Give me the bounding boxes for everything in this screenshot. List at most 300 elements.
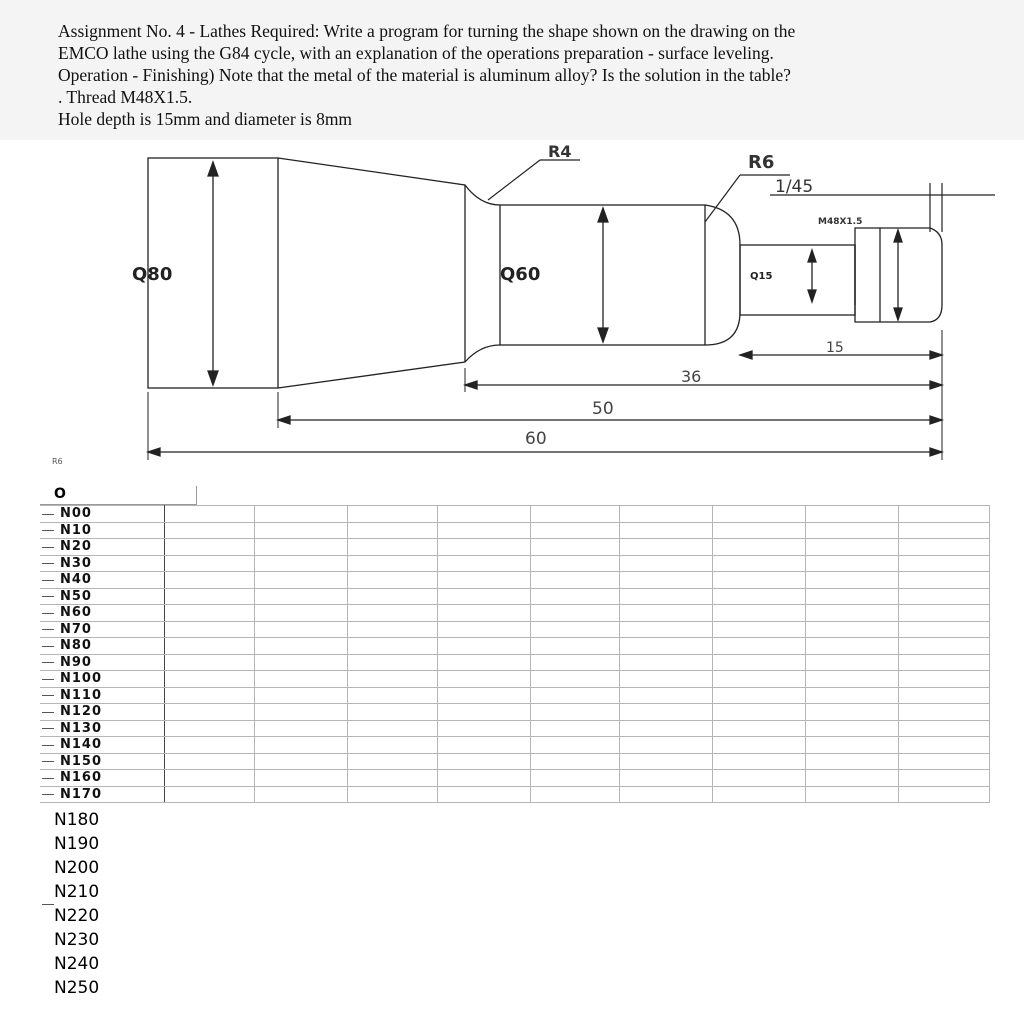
program-cell[interactable] bbox=[899, 555, 990, 572]
program-cell[interactable] bbox=[806, 753, 899, 770]
program-cell[interactable] bbox=[437, 687, 530, 704]
block-number bbox=[40, 572, 164, 589]
program-cell[interactable] bbox=[437, 588, 530, 605]
program-cell[interactable] bbox=[254, 638, 347, 655]
program-row bbox=[40, 522, 990, 539]
program-cell[interactable] bbox=[806, 786, 899, 803]
row-tick-mark bbox=[42, 514, 54, 515]
program-row bbox=[40, 506, 990, 523]
block-number bbox=[40, 638, 164, 655]
program-cell[interactable] bbox=[620, 770, 713, 787]
program-row bbox=[40, 704, 990, 721]
program-cell[interactable] bbox=[806, 770, 899, 787]
program-cell[interactable] bbox=[346, 880, 439, 904]
program-cell[interactable] bbox=[164, 621, 254, 638]
program-cell[interactable] bbox=[620, 522, 713, 539]
program-cell[interactable] bbox=[530, 720, 620, 737]
program-cell[interactable] bbox=[164, 753, 254, 770]
program-cell[interactable] bbox=[159, 832, 252, 856]
program-cell[interactable] bbox=[806, 687, 899, 704]
program-cell[interactable] bbox=[530, 671, 620, 688]
program-cell[interactable] bbox=[624, 928, 719, 952]
program-cell[interactable] bbox=[437, 654, 530, 671]
program-cell[interactable] bbox=[530, 638, 620, 655]
program-cell[interactable] bbox=[624, 904, 719, 928]
program-cell[interactable] bbox=[437, 737, 530, 754]
program-cell[interactable] bbox=[439, 832, 534, 856]
program-cell[interactable] bbox=[718, 856, 813, 880]
program-row bbox=[40, 539, 990, 556]
assignment-text bbox=[58, 20, 978, 130]
program-cell[interactable] bbox=[346, 856, 439, 880]
program-cell[interactable] bbox=[899, 572, 990, 589]
program-cell[interactable] bbox=[254, 605, 347, 622]
program-cell[interactable] bbox=[347, 572, 437, 589]
program-row bbox=[40, 654, 990, 671]
assignment-line: Hole depth is 15mm and diameter is 8mm bbox=[58, 109, 353, 129]
program-cell[interactable] bbox=[899, 770, 990, 787]
program-cell[interactable] bbox=[624, 808, 719, 832]
program-cell[interactable] bbox=[620, 687, 713, 704]
program-cell[interactable] bbox=[899, 539, 990, 556]
program-cell[interactable] bbox=[254, 621, 347, 638]
block-number-text: N80 bbox=[60, 638, 92, 654]
program-row bbox=[40, 572, 990, 589]
block-number-text: N160 bbox=[60, 770, 103, 786]
label-60: 60 bbox=[525, 429, 547, 449]
program-cell[interactable] bbox=[346, 808, 439, 832]
program-cell[interactable] bbox=[254, 737, 347, 754]
program-cell[interactable] bbox=[164, 522, 254, 539]
program-cell[interactable] bbox=[164, 770, 254, 787]
program-cell[interactable] bbox=[718, 880, 813, 904]
block-number-text: N250 bbox=[54, 978, 100, 998]
program-cell[interactable] bbox=[899, 720, 990, 737]
program-cell[interactable] bbox=[907, 808, 1004, 832]
program-cell[interactable] bbox=[899, 522, 990, 539]
program-cell[interactable] bbox=[251, 880, 346, 904]
program-cell[interactable] bbox=[899, 704, 990, 721]
program-cell[interactable] bbox=[713, 671, 806, 688]
block-number-text: N240 bbox=[54, 954, 100, 974]
program-cell[interactable] bbox=[347, 522, 437, 539]
block-number-text: N90 bbox=[60, 654, 92, 670]
program-cell[interactable] bbox=[713, 654, 806, 671]
program-cell[interactable] bbox=[620, 786, 713, 803]
program-cell[interactable] bbox=[718, 928, 813, 952]
program-cell[interactable] bbox=[347, 770, 437, 787]
program-cell[interactable] bbox=[164, 555, 254, 572]
program-cell[interactable] bbox=[533, 832, 624, 856]
program-row bbox=[40, 928, 1004, 952]
program-cell[interactable] bbox=[806, 522, 899, 539]
program-cell[interactable] bbox=[347, 786, 437, 803]
program-cell[interactable] bbox=[439, 928, 534, 952]
program-cell[interactable] bbox=[347, 605, 437, 622]
program-cell[interactable] bbox=[164, 654, 254, 671]
program-cell[interactable] bbox=[254, 572, 347, 589]
program-cell[interactable] bbox=[164, 720, 254, 737]
program-cell[interactable] bbox=[624, 880, 719, 904]
block-number-text: N40 bbox=[60, 572, 92, 588]
program-cell[interactable] bbox=[533, 952, 624, 976]
program-cell[interactable] bbox=[437, 539, 530, 556]
program-cell[interactable] bbox=[533, 856, 624, 880]
program-cell[interactable] bbox=[713, 555, 806, 572]
program-cell[interactable] bbox=[806, 572, 899, 589]
program-cell[interactable] bbox=[530, 704, 620, 721]
program-cell[interactable] bbox=[347, 588, 437, 605]
program-cell[interactable] bbox=[620, 671, 713, 688]
program-cell[interactable] bbox=[159, 976, 252, 1000]
program-cell[interactable] bbox=[530, 687, 620, 704]
program-cell[interactable] bbox=[530, 539, 620, 556]
block-number-text: N50 bbox=[60, 588, 92, 604]
program-cell[interactable] bbox=[813, 832, 908, 856]
program-cell[interactable] bbox=[620, 572, 713, 589]
row-tick-mark bbox=[42, 745, 54, 746]
program-cell[interactable] bbox=[620, 506, 713, 523]
program-cell[interactable] bbox=[254, 522, 347, 539]
label-d15: Q15 bbox=[750, 271, 773, 282]
row-tick-mark bbox=[42, 596, 54, 597]
program-cell[interactable] bbox=[620, 588, 713, 605]
block-number-text: N190 bbox=[54, 834, 100, 854]
program-cell[interactable] bbox=[806, 671, 899, 688]
program-cell[interactable] bbox=[899, 654, 990, 671]
program-cell[interactable] bbox=[164, 588, 254, 605]
label-d80: Q80 bbox=[132, 264, 173, 285]
block-number-text: N120 bbox=[60, 704, 103, 720]
program-cell[interactable] bbox=[713, 638, 806, 655]
program-cell[interactable] bbox=[624, 976, 719, 1000]
program-cell[interactable] bbox=[437, 720, 530, 737]
block-number bbox=[40, 522, 164, 539]
program-row bbox=[40, 786, 990, 803]
block-number bbox=[40, 880, 159, 904]
program-cell[interactable] bbox=[251, 904, 346, 928]
program-cell[interactable] bbox=[806, 720, 899, 737]
program-cell[interactable] bbox=[251, 952, 346, 976]
program-cell[interactable] bbox=[437, 638, 530, 655]
program-cell[interactable] bbox=[254, 539, 347, 556]
program-cell[interactable] bbox=[530, 654, 620, 671]
program-cell[interactable] bbox=[899, 638, 990, 655]
program-cell[interactable] bbox=[346, 832, 439, 856]
program-row bbox=[40, 605, 990, 622]
program-cell[interactable] bbox=[164, 671, 254, 688]
program-cell[interactable] bbox=[346, 952, 439, 976]
program-cell[interactable] bbox=[251, 976, 346, 1000]
program-cell[interactable] bbox=[533, 904, 624, 928]
program-cell[interactable] bbox=[899, 753, 990, 770]
program-cell[interactable] bbox=[254, 753, 347, 770]
block-number bbox=[40, 720, 164, 737]
program-cell[interactable] bbox=[347, 671, 437, 688]
program-cell[interactable] bbox=[806, 506, 899, 523]
program-cell[interactable] bbox=[254, 671, 347, 688]
program-cell[interactable] bbox=[346, 928, 439, 952]
program-cell[interactable] bbox=[346, 904, 439, 928]
program-cell[interactable] bbox=[907, 904, 1004, 928]
program-cell[interactable] bbox=[713, 621, 806, 638]
program-cell[interactable] bbox=[813, 952, 908, 976]
program-cell[interactable] bbox=[164, 605, 254, 622]
row-tick-mark bbox=[42, 662, 54, 663]
program-cell[interactable] bbox=[713, 605, 806, 622]
program-cell[interactable] bbox=[620, 720, 713, 737]
block-number bbox=[40, 904, 159, 928]
program-cell[interactable] bbox=[159, 856, 252, 880]
program-cell[interactable] bbox=[437, 605, 530, 622]
program-row bbox=[40, 720, 990, 737]
program-cell[interactable] bbox=[806, 704, 899, 721]
block-number-text: N150 bbox=[60, 753, 103, 769]
program-cell[interactable] bbox=[346, 976, 439, 1000]
program-cell[interactable] bbox=[530, 786, 620, 803]
program-cell[interactable] bbox=[437, 621, 530, 638]
program-cell[interactable] bbox=[347, 753, 437, 770]
row-tick-mark bbox=[42, 530, 54, 531]
assignment-line: EMCO lathe using the G84 cycle, with an explanation of the operations preparation - surface leveling. bbox=[58, 43, 774, 63]
block-number bbox=[40, 928, 159, 952]
block-number bbox=[40, 605, 164, 622]
program-cell[interactable] bbox=[624, 952, 719, 976]
program-cell[interactable] bbox=[533, 880, 624, 904]
program-cell[interactable] bbox=[530, 753, 620, 770]
program-cell[interactable] bbox=[439, 952, 534, 976]
program-cell[interactable] bbox=[713, 720, 806, 737]
program-row bbox=[40, 687, 990, 704]
program-cell[interactable] bbox=[907, 832, 1004, 856]
program-cell[interactable] bbox=[251, 928, 346, 952]
program-cell[interactable] bbox=[907, 880, 1004, 904]
program-cell[interactable] bbox=[251, 808, 346, 832]
program-cell[interactable] bbox=[347, 506, 437, 523]
program-cell[interactable] bbox=[159, 928, 252, 952]
program-row bbox=[40, 621, 990, 638]
program-cell[interactable] bbox=[713, 704, 806, 721]
label-15: 15 bbox=[826, 340, 844, 356]
taper-profile bbox=[278, 158, 500, 388]
block-number-text: N110 bbox=[60, 687, 103, 703]
program-cell[interactable] bbox=[164, 572, 254, 589]
program-cell[interactable] bbox=[164, 737, 254, 754]
program-cell[interactable] bbox=[254, 720, 347, 737]
program-cell[interactable] bbox=[713, 737, 806, 754]
row-tick-mark bbox=[42, 679, 54, 680]
program-cell[interactable] bbox=[159, 808, 252, 832]
program-cell[interactable] bbox=[347, 687, 437, 704]
program-cell[interactable] bbox=[713, 506, 806, 523]
program-cell[interactable] bbox=[899, 671, 990, 688]
program-cell[interactable] bbox=[620, 753, 713, 770]
program-cell[interactable] bbox=[530, 572, 620, 589]
program-cell[interactable] bbox=[713, 588, 806, 605]
program-cell[interactable] bbox=[813, 904, 908, 928]
program-header-label: O bbox=[54, 486, 66, 502]
program-cell[interactable] bbox=[437, 753, 530, 770]
program-cell[interactable] bbox=[254, 786, 347, 803]
program-cell[interactable] bbox=[439, 856, 534, 880]
program-cell[interactable] bbox=[530, 522, 620, 539]
program-row bbox=[40, 588, 990, 605]
program-cell[interactable] bbox=[899, 737, 990, 754]
program-cell[interactable] bbox=[530, 621, 620, 638]
program-cell[interactable] bbox=[624, 856, 719, 880]
program-cell[interactable] bbox=[254, 687, 347, 704]
program-cell[interactable] bbox=[347, 704, 437, 721]
program-cell[interactable] bbox=[813, 856, 908, 880]
program-cell[interactable] bbox=[437, 522, 530, 539]
program-cell[interactable] bbox=[620, 654, 713, 671]
program-cell[interactable] bbox=[813, 808, 908, 832]
program-cell[interactable] bbox=[530, 588, 620, 605]
program-cell[interactable] bbox=[159, 880, 252, 904]
row-tick-mark bbox=[42, 646, 54, 647]
program-cell[interactable] bbox=[439, 976, 534, 1000]
label-thread: M48X1.5 bbox=[818, 217, 863, 227]
program-cell[interactable] bbox=[620, 638, 713, 655]
program-cell[interactable] bbox=[899, 605, 990, 622]
program-cell[interactable] bbox=[899, 786, 990, 803]
program-cell[interactable] bbox=[813, 880, 908, 904]
program-row bbox=[40, 770, 990, 787]
block-number bbox=[40, 588, 164, 605]
program-cell[interactable] bbox=[347, 539, 437, 556]
program-cell[interactable] bbox=[437, 506, 530, 523]
program-cell[interactable] bbox=[437, 786, 530, 803]
program-cell[interactable] bbox=[899, 588, 990, 605]
program-cell[interactable] bbox=[806, 654, 899, 671]
program-cell[interactable] bbox=[620, 555, 713, 572]
program-cell[interactable] bbox=[530, 737, 620, 754]
program-cell[interactable] bbox=[530, 770, 620, 787]
program-cell[interactable] bbox=[347, 555, 437, 572]
program-cell[interactable] bbox=[713, 770, 806, 787]
label-50: 50 bbox=[592, 399, 614, 419]
program-cell[interactable] bbox=[159, 952, 252, 976]
program-cell[interactable] bbox=[620, 621, 713, 638]
program-cell[interactable] bbox=[713, 522, 806, 539]
block-number bbox=[40, 808, 159, 832]
program-cell[interactable] bbox=[164, 687, 254, 704]
program-cell[interactable] bbox=[806, 621, 899, 638]
program-cell[interactable] bbox=[620, 737, 713, 754]
program-cell[interactable] bbox=[718, 976, 813, 1000]
program-row bbox=[40, 976, 1004, 1000]
program-cell[interactable] bbox=[806, 638, 899, 655]
label-chamfer: 1/45 bbox=[775, 177, 814, 197]
program-cell[interactable] bbox=[347, 621, 437, 638]
program-cell[interactable] bbox=[907, 976, 1004, 1000]
block-number bbox=[40, 737, 164, 754]
program-cell[interactable] bbox=[439, 904, 534, 928]
block-number bbox=[40, 753, 164, 770]
program-cell[interactable] bbox=[254, 770, 347, 787]
program-cell[interactable] bbox=[899, 506, 990, 523]
program-cell[interactable] bbox=[347, 720, 437, 737]
program-cell[interactable] bbox=[347, 737, 437, 754]
program-cell[interactable] bbox=[437, 770, 530, 787]
program-cell[interactable] bbox=[533, 808, 624, 832]
program-cell[interactable] bbox=[164, 704, 254, 721]
program-cell[interactable] bbox=[620, 605, 713, 622]
program-cell[interactable] bbox=[164, 539, 254, 556]
program-cell[interactable] bbox=[907, 928, 1004, 952]
program-cell[interactable] bbox=[347, 654, 437, 671]
program-cell[interactable] bbox=[164, 506, 254, 523]
program-cell[interactable] bbox=[813, 976, 908, 1000]
program-cell[interactable] bbox=[620, 704, 713, 721]
lathe-part-drawing bbox=[0, 140, 1024, 470]
block-number-text: N70 bbox=[60, 621, 92, 637]
block-number-text: N170 bbox=[60, 786, 103, 802]
program-cell[interactable] bbox=[907, 952, 1004, 976]
program-cell[interactable] bbox=[718, 952, 813, 976]
program-cell[interactable] bbox=[530, 555, 620, 572]
block-number bbox=[40, 506, 164, 523]
program-cell[interactable] bbox=[254, 588, 347, 605]
program-cell[interactable] bbox=[437, 555, 530, 572]
program-cell[interactable] bbox=[813, 928, 908, 952]
program-cell[interactable] bbox=[806, 555, 899, 572]
program-cell[interactable] bbox=[254, 555, 347, 572]
program-cell[interactable] bbox=[899, 687, 990, 704]
program-cell[interactable] bbox=[718, 904, 813, 928]
program-cell[interactable] bbox=[164, 638, 254, 655]
program-cell[interactable] bbox=[530, 605, 620, 622]
program-cell[interactable] bbox=[164, 786, 254, 803]
program-cell[interactable] bbox=[439, 880, 534, 904]
program-cell[interactable] bbox=[624, 832, 719, 856]
program-cell[interactable] bbox=[347, 638, 437, 655]
program-cell[interactable] bbox=[254, 704, 347, 721]
block-number bbox=[40, 687, 164, 704]
program-cell[interactable] bbox=[620, 539, 713, 556]
r6-shoulder bbox=[705, 205, 740, 345]
program-cell[interactable] bbox=[713, 572, 806, 589]
program-cell[interactable] bbox=[254, 506, 347, 523]
program-cell[interactable] bbox=[907, 856, 1004, 880]
program-cell[interactable] bbox=[251, 832, 346, 856]
program-cell[interactable] bbox=[806, 737, 899, 754]
program-cell[interactable] bbox=[718, 808, 813, 832]
program-row bbox=[40, 555, 990, 572]
program-cell[interactable] bbox=[713, 753, 806, 770]
program-cell[interactable] bbox=[159, 904, 252, 928]
program-cell[interactable] bbox=[533, 976, 624, 1000]
program-cell[interactable] bbox=[533, 928, 624, 952]
program-cell[interactable] bbox=[254, 654, 347, 671]
program-cell[interactable] bbox=[713, 786, 806, 803]
program-cell[interactable] bbox=[439, 808, 534, 832]
program-cell[interactable] bbox=[251, 856, 346, 880]
program-cell[interactable] bbox=[806, 588, 899, 605]
program-cell[interactable] bbox=[437, 704, 530, 721]
program-cell[interactable] bbox=[437, 671, 530, 688]
row-tick-mark bbox=[42, 761, 54, 762]
program-cell[interactable] bbox=[713, 687, 806, 704]
program-cell[interactable] bbox=[530, 506, 620, 523]
program-cell[interactable] bbox=[806, 605, 899, 622]
program-cell[interactable] bbox=[713, 539, 806, 556]
program-cell[interactable] bbox=[899, 621, 990, 638]
program-cell[interactable] bbox=[718, 832, 813, 856]
block-number-text: N200 bbox=[54, 858, 100, 878]
program-cell[interactable] bbox=[806, 539, 899, 556]
program-cell[interactable] bbox=[437, 572, 530, 589]
